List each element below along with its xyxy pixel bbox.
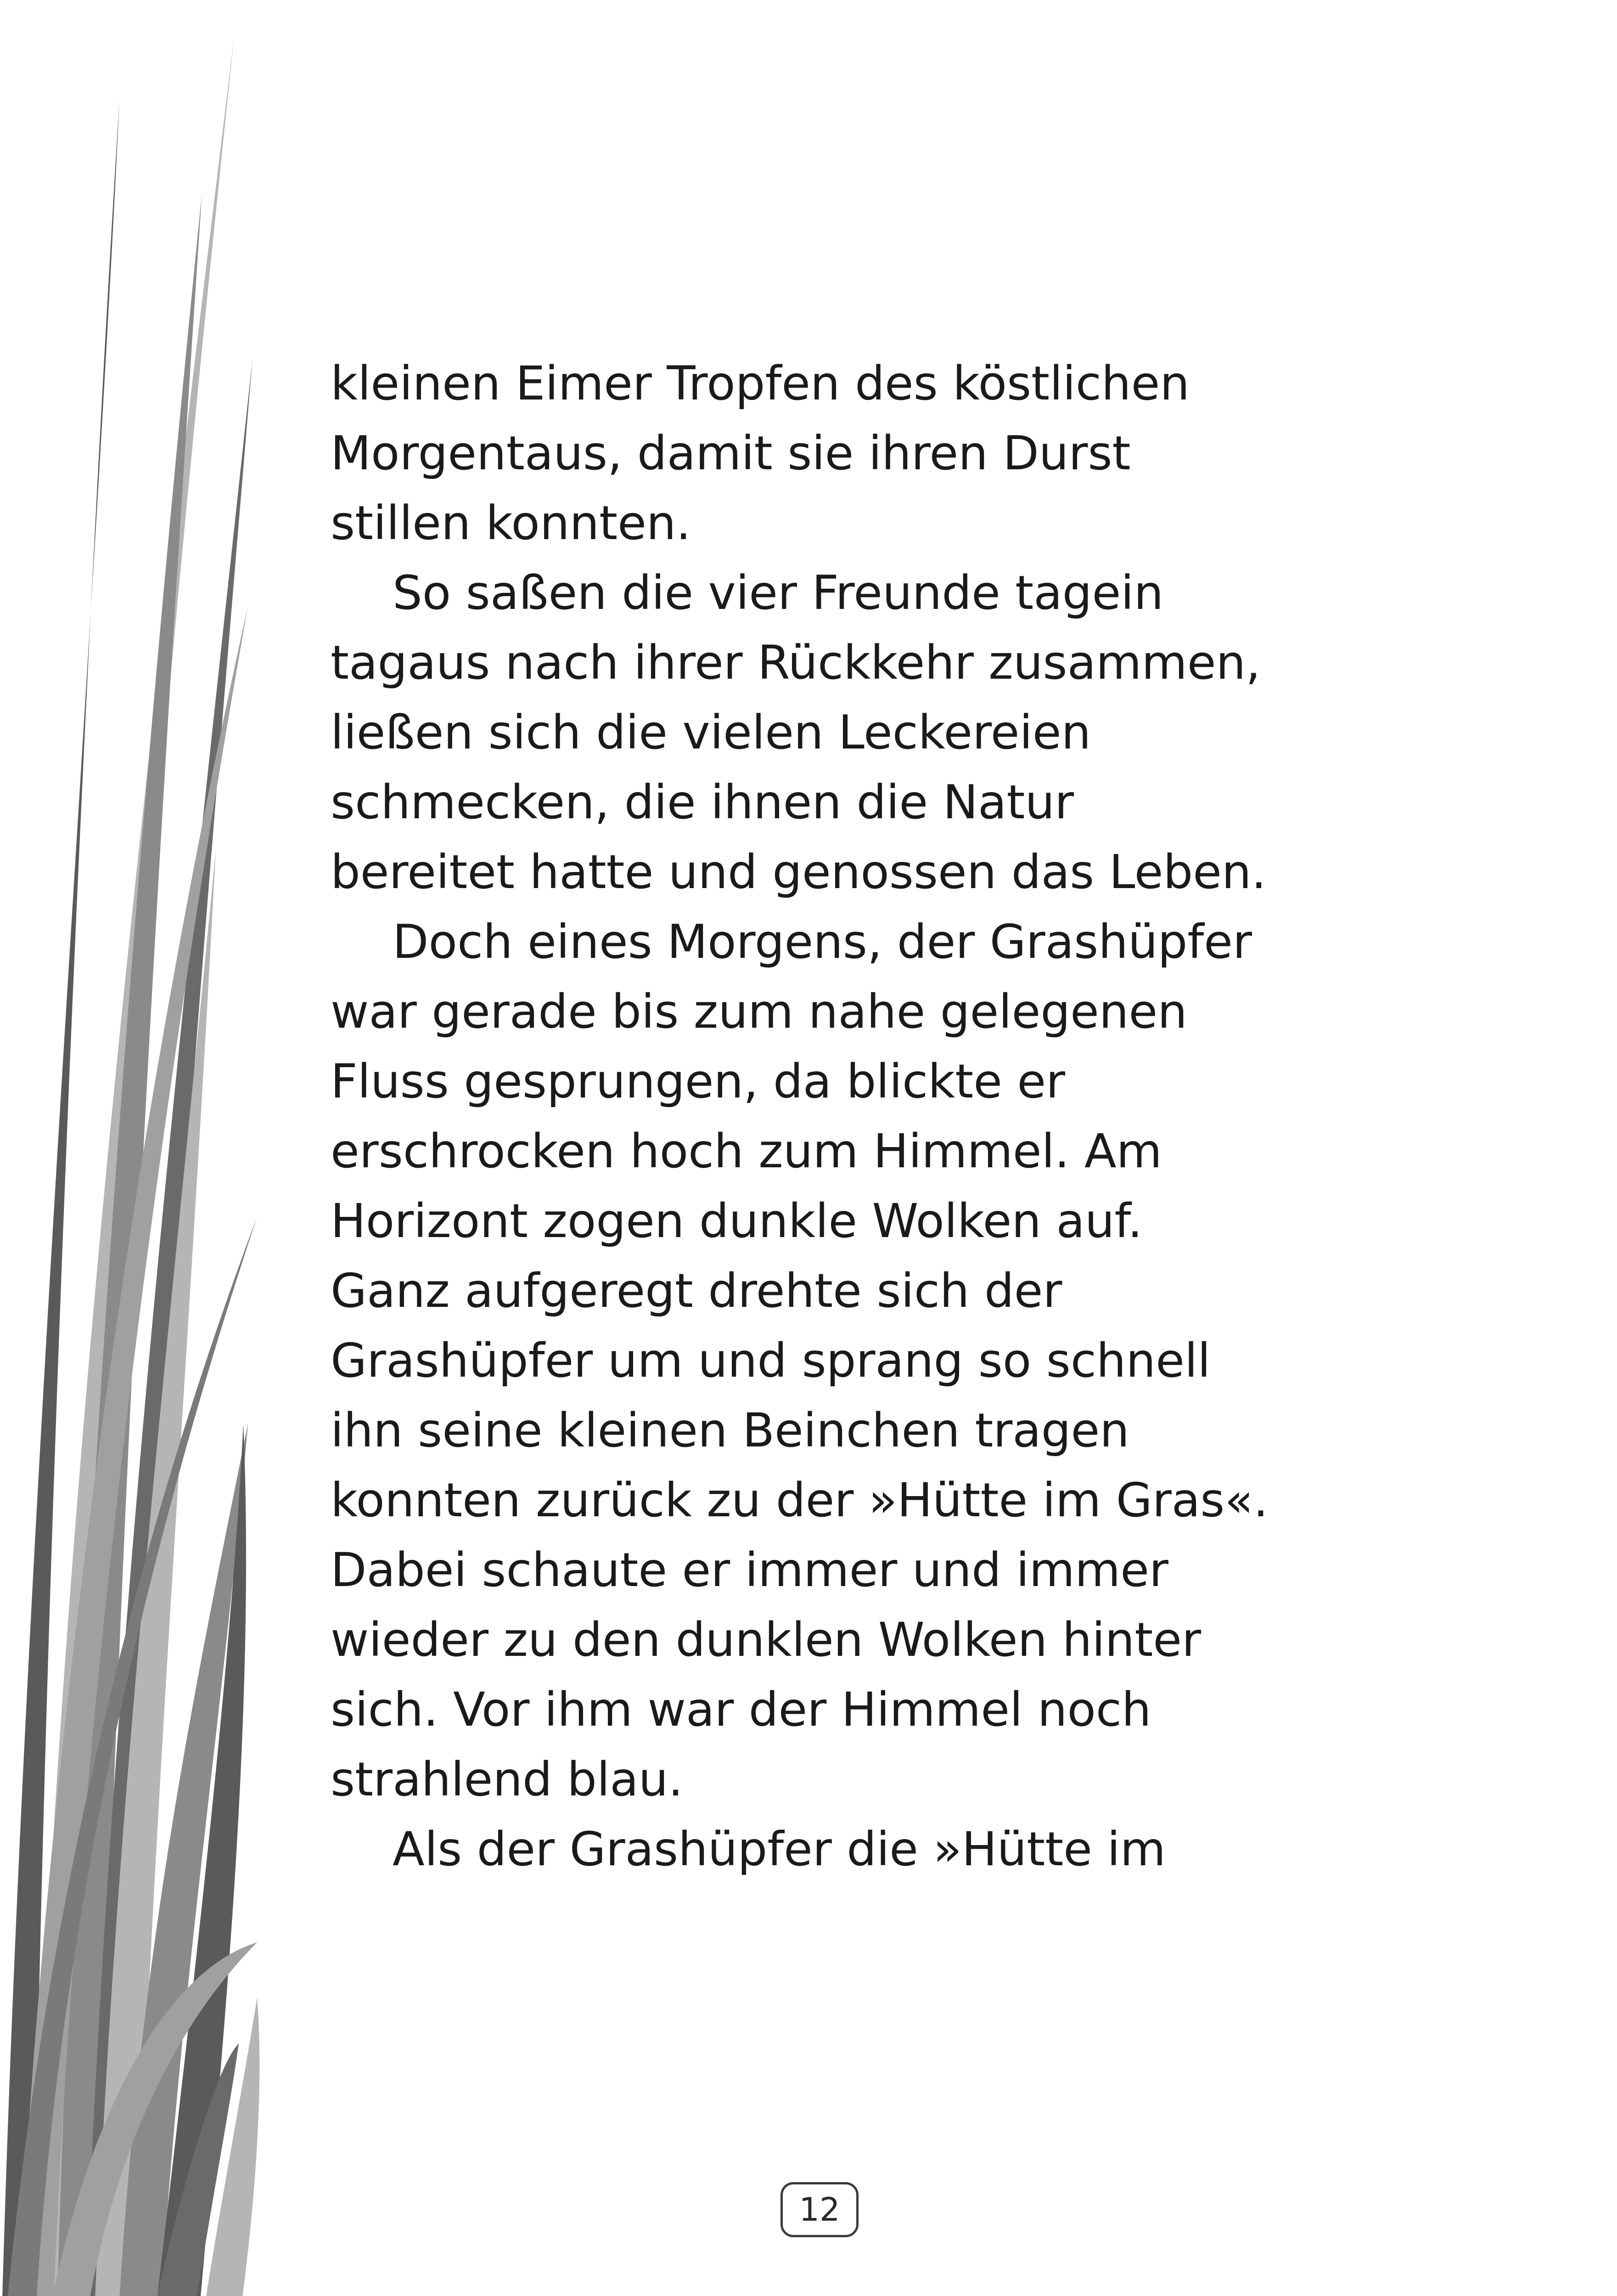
grass-blades-illustration bbox=[0, 0, 285, 2296]
text-line: war gerade bis zum nahe gelegenen bbox=[331, 985, 1187, 1039]
text-line: stillen konnten. bbox=[331, 496, 691, 551]
text-line: Horizont zogen dunkle Wolken auf. bbox=[331, 1194, 1143, 1249]
text-line: strahlend blau. bbox=[331, 1752, 683, 1807]
text-line-indented: Doch eines Morgens, der Grashüpfer bbox=[393, 915, 1252, 969]
text-line-indented: So saßen die vier Freunde tagein bbox=[393, 566, 1164, 620]
text-line: sich. Vor ihm war der Himmel noch bbox=[331, 1683, 1151, 1737]
body-text bbox=[331, 349, 1368, 1885]
text-line: Dabei schaute er immer und immer bbox=[331, 1543, 1168, 1598]
text-line-indented: Als der Grashüpfer die »Hütte im bbox=[393, 1822, 1166, 1877]
text-line: ihn seine kleinen Beinchen tragen bbox=[331, 1403, 1129, 1458]
page-number: 12 bbox=[780, 2182, 859, 2237]
text-line: schmecken, die ihnen die Natur bbox=[331, 775, 1074, 830]
text-line: Morgentaus, damit sie ihren Durst bbox=[331, 426, 1131, 481]
text-line: wieder zu den dunklen Wolken hinter bbox=[331, 1613, 1202, 1667]
text-line: konnten zurück zu der »Hütte im Gras«. bbox=[331, 1473, 1269, 1528]
text-line: erschrocken hoch zum Himmel. Am bbox=[331, 1124, 1162, 1179]
text-line: ließen sich die vielen Leckereien bbox=[331, 705, 1091, 760]
text-line: Fluss gesprungen, da blickte er bbox=[331, 1054, 1066, 1109]
text-line: tagaus nach ihrer Rückkehr zusammen, bbox=[331, 636, 1261, 690]
text-line: kleinen Eimer Tropfen des köstlichen bbox=[331, 356, 1190, 411]
text-line: Ganz aufgeregt drehte sich der bbox=[331, 1264, 1062, 1318]
text-line: Grashüpfer um und sprang so schnell bbox=[331, 1334, 1211, 1388]
text-line: bereitet hatte und genossen das Leben. bbox=[331, 845, 1267, 900]
